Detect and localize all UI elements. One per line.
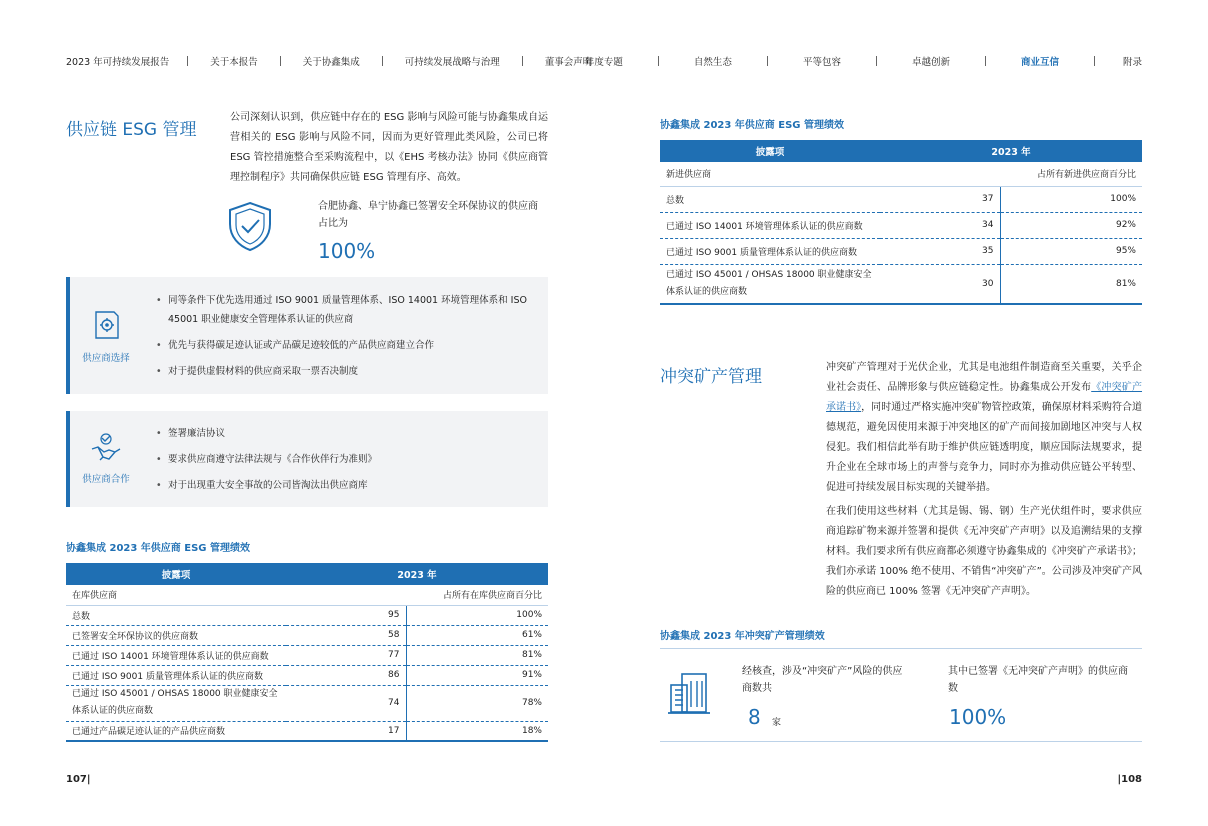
supplier-selection-icon-col <box>70 277 142 394</box>
table-row <box>660 264 1142 304</box>
declaration-signed-label: 其中已签署《无冲突矿产声明》的供应商数 <box>948 666 1128 694</box>
document-gear-icon <box>89 308 123 342</box>
table-header-item: 披露项 <box>66 563 286 585</box>
nav-annual-topic[interactable]: 年度专题 <box>584 57 623 68</box>
row-label: 已通过 ISO 14001 环境管理体系认证的供应商数 <box>66 645 286 665</box>
row-pct: 91% <box>406 665 548 685</box>
page-number-left: 107| <box>66 774 91 785</box>
page-number-value: 107 <box>66 774 87 785</box>
supplier-cooperation-icon-col <box>70 411 142 507</box>
nav-report-title[interactable]: 2023 年可持续发展报告 <box>66 57 170 68</box>
row-pct: 92% <box>1000 212 1142 238</box>
conflict-supplier-unit: 家 <box>772 718 782 728</box>
table-subheader-row <box>660 162 1142 186</box>
row-label: 已通过 ISO 9001 质量管理体系认证的供应商数 <box>66 665 286 685</box>
row-label: 已通过 ISO 45001 / OHSAS 18000 职业健康安全体系认证的供应商数 <box>66 685 286 721</box>
conflict-supplier-count: 8 <box>748 705 761 729</box>
table-row <box>66 605 548 625</box>
para-text: 冲突矿产管理对于光伏企业，尤其是电池组件制造商至关重要，关乎企业社会责任、品牌形象与供应链稳定性。协鑫集成公开发布 <box>826 362 1142 393</box>
mineral-performance-box <box>660 648 1142 742</box>
table-row <box>66 645 548 665</box>
supplier-selection-card <box>66 277 548 394</box>
declaration-signed-value: 100% <box>949 705 1007 729</box>
row-label: 已签署安全环保协议的供应商数 <box>66 625 286 645</box>
row-count: 86 <box>286 665 406 685</box>
supplier-selection-list <box>156 291 540 388</box>
conflict-minerals-para-1 <box>826 358 1142 498</box>
row-count: 34 <box>880 212 1000 238</box>
row-pct: 18% <box>406 721 548 741</box>
row-pct: 81% <box>406 645 548 665</box>
table-header-row <box>66 563 548 585</box>
new-supplier-esg-table <box>660 140 1142 305</box>
nav-board-statement[interactable]: 董事会声明 <box>544 57 593 68</box>
row-label: 已通过 ISO 14001 环境管理体系认证的供应商数 <box>660 212 880 238</box>
row-pct: 81% <box>1000 264 1142 304</box>
row-pct: 100% <box>1000 186 1142 212</box>
table-header-row <box>660 140 1142 162</box>
table-row <box>66 625 548 645</box>
row-label: 总数 <box>66 605 286 625</box>
handshake-icon <box>89 433 123 463</box>
section-title-conflict-minerals: 冲突矿产管理 <box>660 367 762 387</box>
row-pct: 100% <box>406 605 548 625</box>
left-table-title: 协鑫集成 2023 年供应商 ESG 管理绩效 <box>66 543 250 554</box>
row-label: 已通过 ISO 9001 质量管理体系认证的供应商数 <box>660 238 880 264</box>
row-label: 已通过 ISO 45001 / OHSAS 18000 职业健康安全体系认证的供应商数 <box>660 264 880 304</box>
table-header-item: 披露项 <box>660 140 880 162</box>
page-number-right: |108 <box>1117 774 1142 785</box>
list-item: • 优先与获得碳足迹认证或产品碳足迹较低的产品供应商建立合作 <box>156 336 540 355</box>
row-count: 30 <box>880 264 1000 304</box>
building-icon <box>666 671 712 717</box>
nav-business-trust[interactable]: 商业互信 <box>1020 57 1059 68</box>
row-count: 37 <box>880 186 1000 212</box>
table-row <box>660 186 1142 212</box>
table-header-year: 2023 年 <box>880 140 1142 162</box>
nav-appendix[interactable]: 附录 <box>1122 57 1142 68</box>
row-pct: 95% <box>1000 238 1142 264</box>
row-count: 35 <box>880 238 1000 264</box>
table-header-year: 2023 年 <box>286 563 548 585</box>
table-row <box>660 212 1142 238</box>
supplier-cooperation-list <box>156 424 540 502</box>
row-label: 总数 <box>660 186 880 212</box>
row-label: 已通过产品碳足迹认证的产品供应商数 <box>66 721 286 741</box>
table-subheader-left: 新进供应商 <box>660 162 1000 186</box>
nav-about-company[interactable]: 关于协鑫集成 <box>302 57 360 68</box>
conflict-minerals-para-2: 在我们使用这些材料（尤其是锡、锡、钢）生产光伏组件时，要求供应商追踪矿物来源并签署和提供《无冲突矿产声明》以及追溯结果的支撑材料。我们要求所有供应商都必须遵守协鑫集成的《冲突矿产承诺书》；我们亦承诺 100% 绝不使用、不销售“冲突矿产”。公司涉及冲突矿产风险的供应商已 100% 签署《无冲突矿产声明》。 <box>826 506 1142 597</box>
table-subheader-left: 在库供应商 <box>66 585 406 605</box>
list-item: • 同等条件下优先选用通过 ISO 9001 质量管理体系、ISO 14001 环境管理体系和 ISO 45001 职业健康安全管理体系认证的供应商 <box>156 291 540 329</box>
page-number-value: 108 <box>1121 774 1142 785</box>
header-nav-left <box>66 54 592 68</box>
table-row <box>66 721 548 741</box>
safety-agreement-label: 合肥协鑫、阜宁协鑫已签署安全环保协议的供应商占比为 <box>318 201 538 229</box>
supplier-selection-label: 供应商选择 <box>82 352 130 364</box>
table-row <box>66 685 548 721</box>
existing-supplier-esg-table <box>66 563 548 742</box>
supplier-cooperation-label: 供应商合作 <box>82 474 130 485</box>
nav-inclusion[interactable]: 平等包容 <box>802 57 841 68</box>
table-subheader-right: 占所有在库供应商百分比 <box>406 585 548 605</box>
row-pct: 61% <box>406 625 548 645</box>
shield-check-icon <box>226 200 274 252</box>
mineral-performance-title: 协鑫集成 2023 年冲突矿产管理绩效 <box>660 631 825 642</box>
nav-innovation[interactable]: 卓越创新 <box>911 57 950 68</box>
table-row <box>660 238 1142 264</box>
row-pct: 78% <box>406 685 548 721</box>
list-item: • 要求供应商遵守法律法规与《合作伙伴行为准则》 <box>156 450 540 469</box>
row-count: 17 <box>286 721 406 741</box>
nav-nature[interactable]: 自然生态 <box>693 57 732 68</box>
conflict-supplier-label: 经核查，涉及“冲突矿产”风险的供应商数共 <box>742 666 903 694</box>
conflict-minerals-text <box>826 358 1142 606</box>
header-nav-right <box>585 54 1142 68</box>
row-count: 95 <box>286 605 406 625</box>
section-title-supply-chain: 供应链 ESG 管理 <box>66 120 197 140</box>
list-item: • 对于提供虚假材料的供应商采取一票否决制度 <box>156 362 540 381</box>
row-count: 58 <box>286 625 406 645</box>
row-count: 74 <box>286 685 406 721</box>
safety-agreement-value: 100% <box>318 239 376 263</box>
para-text: ，同时通过严格实施冲突矿物管控政策，确保原材料采购符合道德规范，避免因使用来源于冲突地区的矿产而间接加剧地区冲突与人权侵犯。我们相信此举有助于维护供应链透明度，顺应国际法规要求，提升企业在全球市场上的声誉与竞争力，同时亦为推动供应链公平转型、促进可持续发展目标实现的关键举措。 <box>826 402 1143 493</box>
supplier-cooperation-card <box>66 411 548 507</box>
row-count: 77 <box>286 645 406 665</box>
list-item: • 签署廉洁协议 <box>156 424 540 443</box>
nav-about-report[interactable]: 关于本报告 <box>210 57 258 68</box>
table-subheader-row <box>66 585 548 605</box>
right-table-title: 协鑫集成 2023 年供应商 ESG 管理绩效 <box>660 120 844 131</box>
supply-chain-intro: 公司深刻认识到，供应链中存在的 ESG 影响与风险可能与协鑫集成自运营相关的 ESG 影响与风险不同，因而为更好管理此类风险，公司已将 ESG 管控措施整合至采购流程中，以《EHS 考核办法》协同《供应商管理控制程序》共同确保供应链 ESG 管理有序、高效。 <box>230 112 548 183</box>
list-item: • 对于出现重大安全事故的公司皆淘汰出供应商库 <box>156 476 540 495</box>
table-subheader-right: 占所有新进供应商百分比 <box>1000 162 1142 186</box>
commitment-letter-link[interactable]: 《冲突矿产承诺书》 <box>826 382 1143 413</box>
nav-strategy[interactable]: 可持续发展战略与治理 <box>404 57 500 68</box>
table-row <box>66 665 548 685</box>
